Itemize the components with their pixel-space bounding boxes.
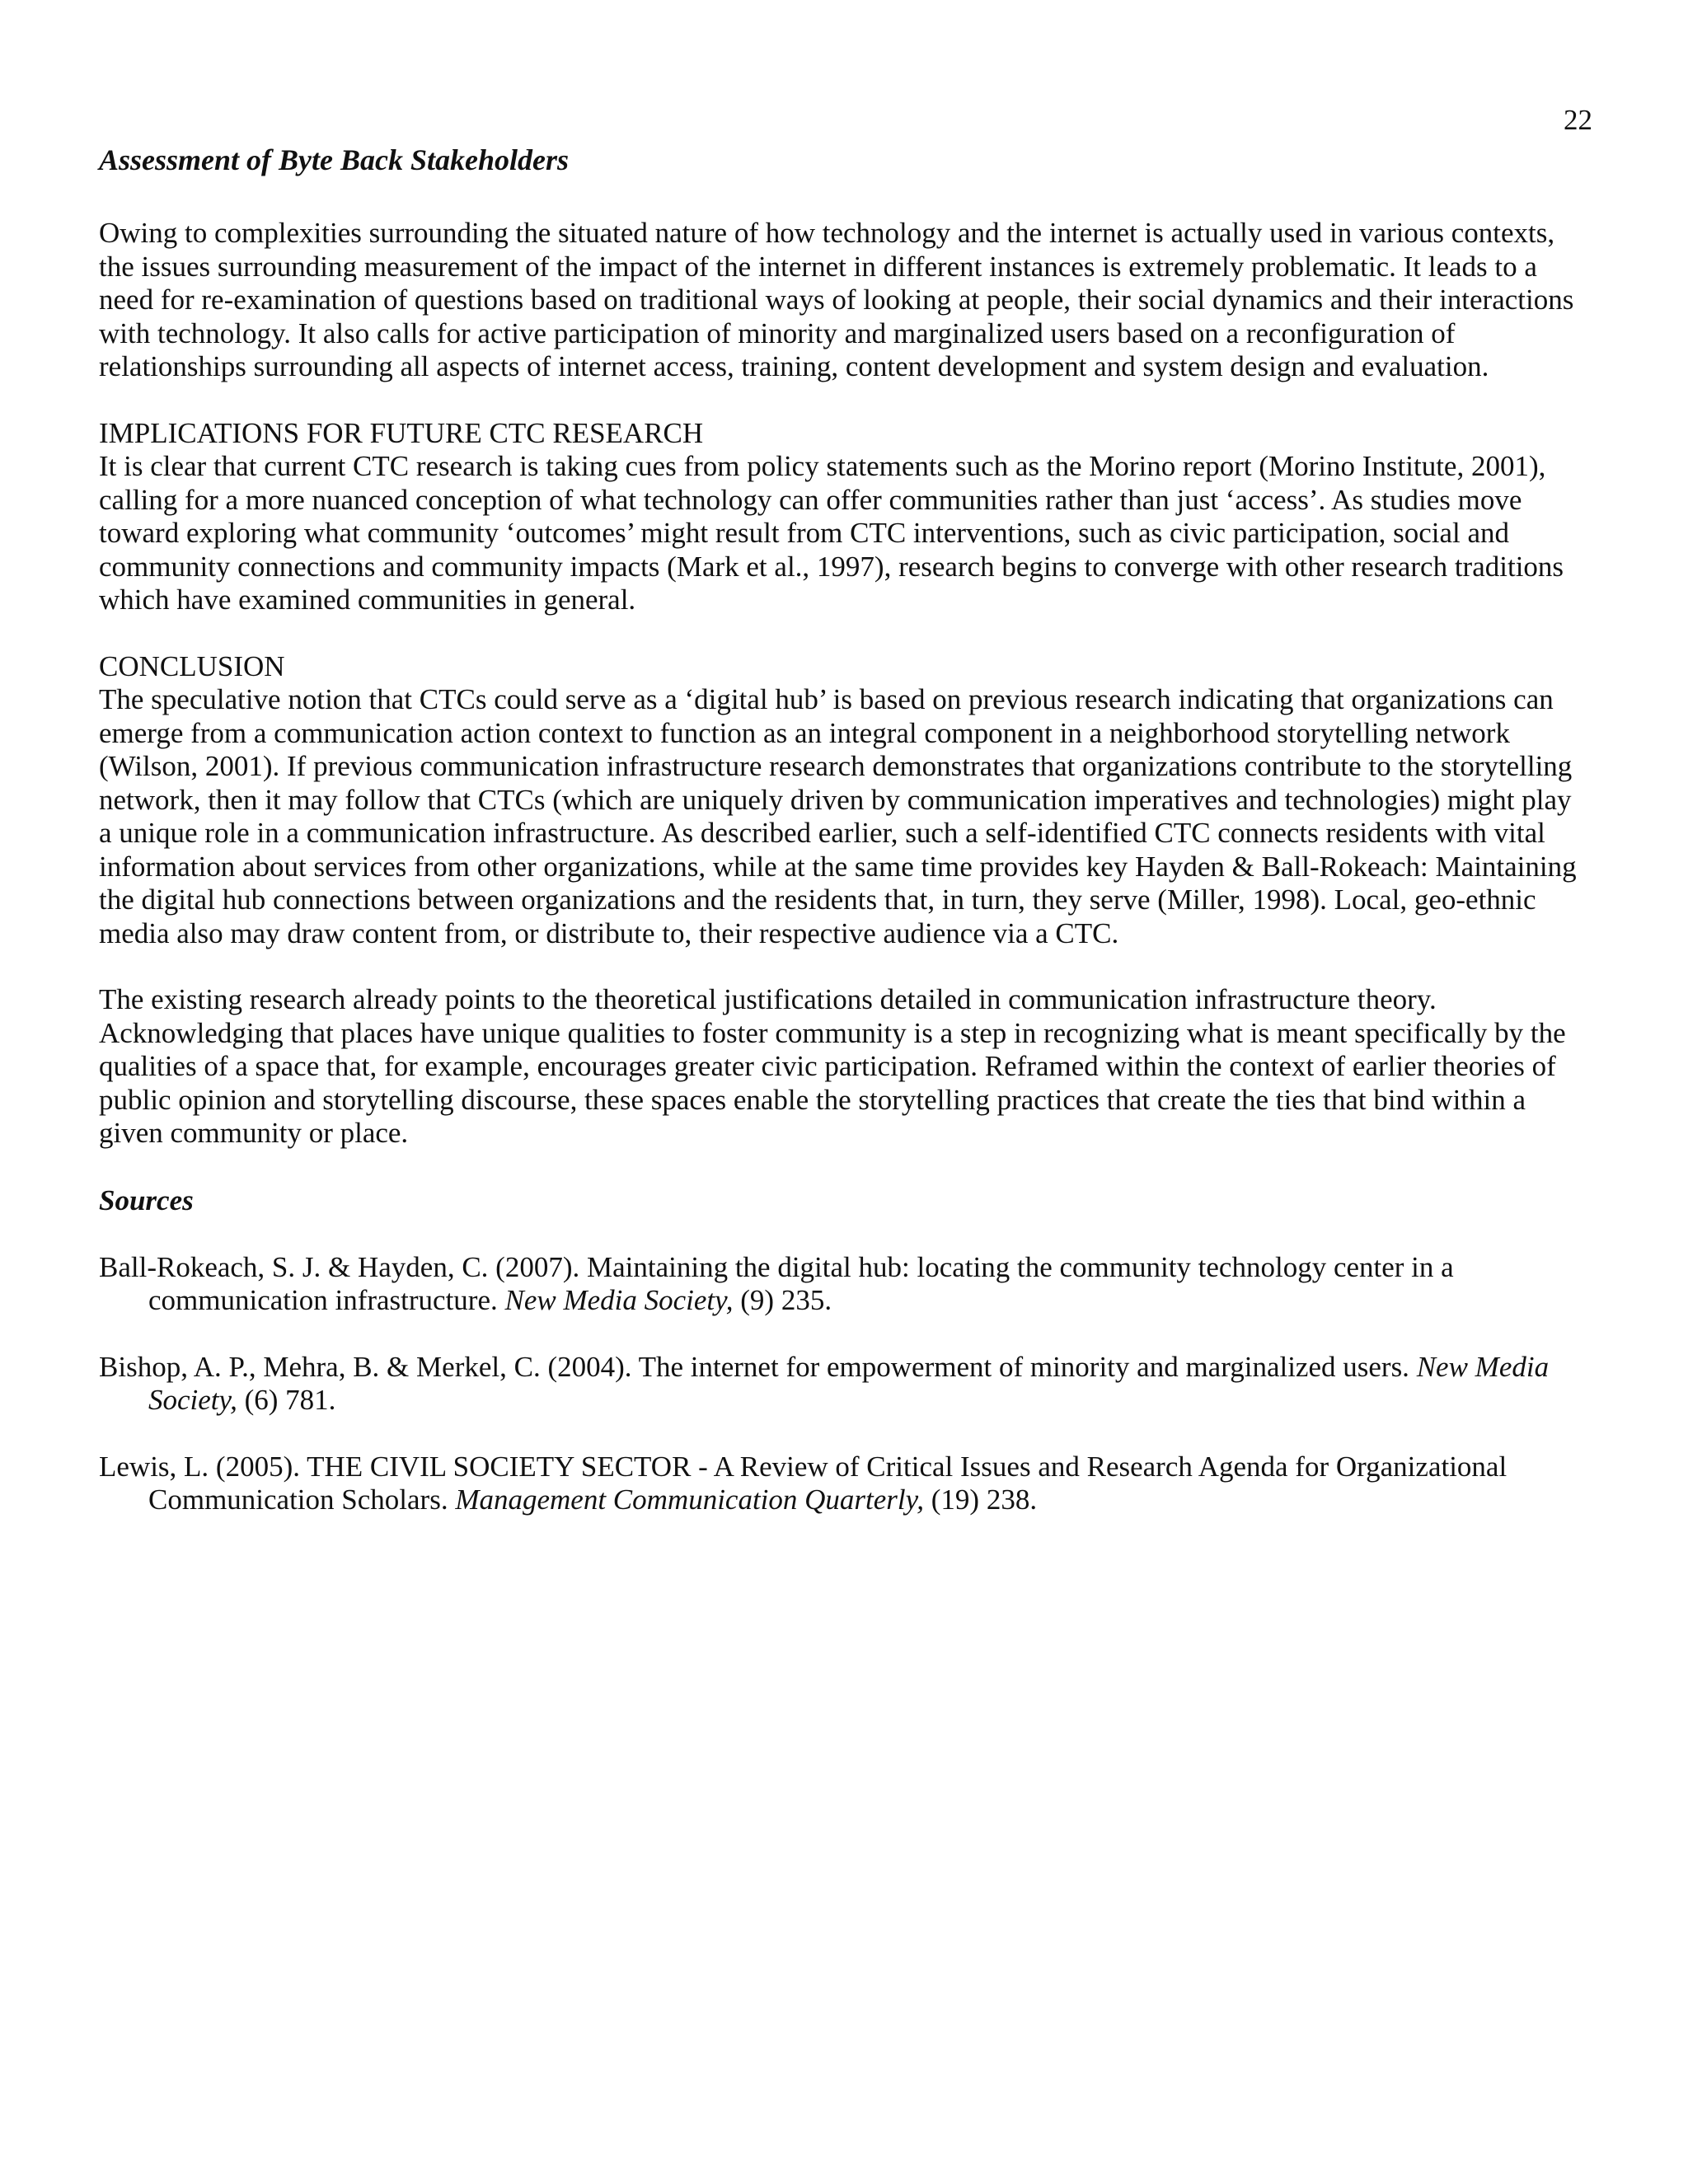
conclusion-body: The speculative notion that CTCs could serve as a ‘digital hub’ is based on previous research indicating that organizations can emerge from a communication action context to function as an integral component in a neighborhood storytelling network (Wilson, 2001). If previous communication infrastructure research demonstrates that organizations contribute to the storytelling network, then it may follow that CTCs (which are uniquely driven by communication imperatives and technologies) might play a unique role in a communication infrastructure. As described earlier, such a self-identified CTC connects residents with vital information about services from other organizations, while at the same time provides key Hayden & Ball-Rokeach: Maintaining the digital hub connections between organizations and the residents that, in turn, they serve (Miller, 1998). Local, geo-ethnic media also may draw content from, or distribute to, their respective audience via a CTC. bbox=[99, 683, 1577, 949]
reference-volume: (6) 781. bbox=[237, 1384, 336, 1416]
reference-item bbox=[99, 1351, 1591, 1418]
implications-section bbox=[99, 417, 1591, 617]
conclusion-section bbox=[99, 650, 1591, 951]
reference-journal: New Media Society, bbox=[504, 1284, 734, 1316]
document-content bbox=[99, 143, 1591, 1550]
reference-item bbox=[99, 1451, 1591, 1517]
intro-paragraph: Owing to complexities surrounding the situated nature of how technology and the internet is actually used in various contexts, the issues surrounding measurement of the impact of the internet in different instances is extremely problematic. It leads to a need for re-examination of questions based on traditional ways of looking at people, their social dynamics and their interactions with technology. It also calls for active participation of minority and marginalized users based on a reconfiguration of relationships surrounding all aspects of internet access, training, content development and system design and evaluation. bbox=[99, 217, 1574, 382]
section-heading: Assessment of Byte Back Stakeholders bbox=[99, 143, 570, 176]
reference-journal: New Media Society, bbox=[148, 1350, 1550, 1416]
conclusion-title: CONCLUSION bbox=[99, 649, 285, 682]
implications-title: IMPLICATIONS FOR FUTURE CTC RESEARCH bbox=[99, 416, 704, 449]
reference-volume: (9) 235. bbox=[733, 1284, 832, 1316]
reference-item bbox=[99, 1251, 1591, 1318]
reference-journal: Management Communication Quarterly, bbox=[455, 1483, 925, 1516]
reference-text: Ball-Rokeach, S. J. & Hayden, C. (2007). Maintaining the digital hub: locating the community technology center in a communication infrastructure. bbox=[99, 1250, 1454, 1316]
implications-body: It is clear that current CTC research is taking cues from policy statements such as the Morino report (Morino Institute, 2001), calling for a more nuanced conception of what technology can offer communities rather than just ‘access’. As studies move toward exploring what community ‘outcomes’ might result from CTC interventions, such as civic participation, social and community connections and community impacts (Mark et al., 1997), research begins to converge with other research traditions which have examined communities in general. bbox=[99, 450, 1564, 616]
reference-text: Bishop, A. P., Mehra, B. & Merkel, C. (2004). The internet for empowerment of minority and marginalized users. bbox=[99, 1350, 1417, 1383]
reference-text: Lewis, L. (2005). THE CIVIL SOCIETY SECTOR - A Review of Critical Issues and Research Agenda for Organizational Communication Scholars. bbox=[99, 1450, 1507, 1516]
sources-heading: Sources bbox=[99, 1183, 194, 1216]
conclusion-body-2: The existing research already points to the theoretical justifications detailed in communication infrastructure theory. Acknowledging that places have unique qualities to foster community is a step in recognizing what is meant specifically by the qualities of a space that, for example, encourages greater civic participation. Reframed within the context of earlier theories of public opinion and storytelling discourse, these spaces enable the storytelling practices that create the ties that bind within a given community or place. bbox=[99, 983, 1566, 1149]
page-number: 22 bbox=[1564, 104, 1592, 136]
reference-volume: (19) 238. bbox=[924, 1483, 1038, 1516]
